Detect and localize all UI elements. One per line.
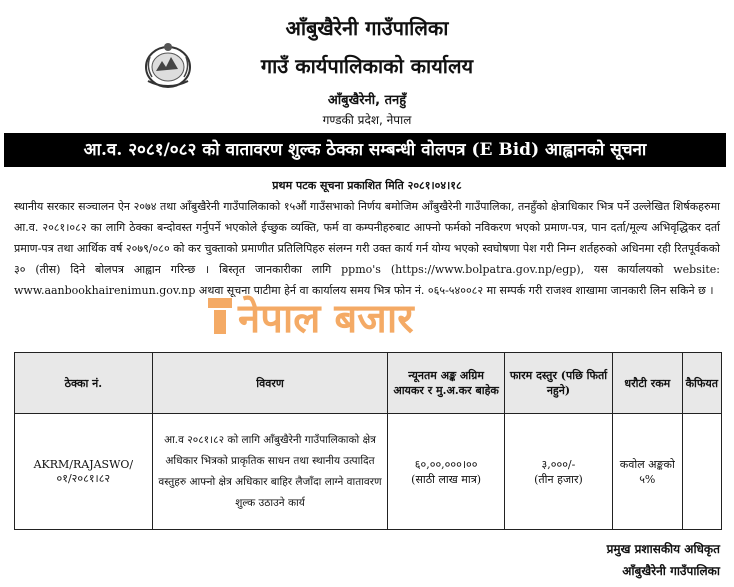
col-min-amount: न्यूनतम अङ्क अग्रिम आयकर र मु.अ.कर बाहेक — [388, 353, 505, 414]
deposit: कवोल अङ्कको ५% — [613, 414, 683, 530]
signatory-org: आँबुखैरेनी गाउँपालिका — [622, 564, 720, 578]
office-address: आँबुखैरेनी, तनहुँ — [327, 93, 407, 108]
col-contract-no: ठेक्का नं. — [15, 353, 153, 414]
signatory-title: प्रमुख प्रशासकीय अधिकृत — [606, 542, 720, 556]
table-row — [15, 414, 722, 530]
notice-body: स्थानीय सरकार सञ्चालन ऐन २०७४ तथा आँबुखैरेनी गाउँपालिकाको १५औं गाउँसभाको निर्णय बमोजिम आँबुखैरेनी गाउँपालिका, तनहुँको क्षेत्राधिकार भित्र पर्ने उल्लेखित शिर्षकहरुमा आ.व. २०८१।०८२ का लागि ठेक्का बन्दोवस्त गर्नुपर्ने भएकोले ईच्छुक व्यक्ति, फर्म वा कम्पनीहरुबाट आफ्नो फर्मको नविकरण भएको प्रमाण-पत्र, पान दर्ता/मूल्य अभिवृद्धिकर दर्ता प्रमाण-पत्र तथा आर्थिक वर्ष २०७९/०८० को कर चुक्ताको प्रमाणीत प्रतिलिपिहरु संलग्न गरी उक्त कार्य गर्न योग्य भएको स्वघोषणा पेश गरी निम्न शर्तहरुको अधिनमा रही रितपूर्वकको ३० (तीस) दिने बोलपत्र आह्वान गरिन्छ । बिस्तृत जानकारीका लागि ppmo's (https://www.bolpatra.gov.np/egp), यस कार्यालयको website: www.aanbookhairenimun.gov.np अथवा सूचना पाटीमा हेर्न वा कार्यालय समय भित्र फोन नं. ०६५-५४००८२ मा सम्पर्क गरी राजश्व शाखामा जानकारी लिन सकिने छ । — [14, 200, 720, 297]
min-amount: ६०,००,०००।०० — [414, 457, 478, 471]
watermark-text: नेपाल बजार — [238, 296, 414, 342]
org-name: आँबुखैरेनी गाउँपालिका — [285, 16, 449, 40]
form-fee-cell — [504, 414, 612, 530]
col-deposit: धरौटी रकम — [613, 353, 683, 414]
col-form-fee: फारम दस्तुर (पछि फिर्ता नहुने) — [504, 353, 612, 414]
bid-table — [14, 352, 722, 530]
form-fee: ३,०००/- — [541, 457, 576, 471]
col-remarks: कैफियत — [682, 353, 721, 414]
contract-description: आ.व २०८१।८२ को लागि आँबुखैरेनी गाउँपालिकाको क्षेत्र अधिकार भित्रको प्राकृतिक साधन तथा स्थानीय उत्पादित वस्तुहरु आफ्नो क्षेत्र अधिकार बाहिर लैजाँदा लाग्ने वातावरण शुल्क उठाउने कार्य — [152, 414, 388, 530]
min-amount-cell — [388, 414, 505, 530]
form-fee-words: (तीन हजार) — [534, 472, 583, 486]
office-name: गाउँ कार्यपालिकाको कार्यालय — [260, 54, 474, 78]
province: गण्डकी प्रदेश, नेपाल — [322, 113, 412, 127]
remarks — [682, 414, 721, 530]
col-description: विवरण — [152, 353, 388, 414]
min-amount-words: (साठी लाख मात्र) — [411, 472, 482, 486]
contract-no: AKRM/RAJASWO/ ०१/२०८१।८२ — [15, 414, 153, 530]
table-header-row — [15, 353, 722, 414]
notice-title: आ.व. २०८१/०८२ को वातावरण शुल्क ठेक्का सम्बन्धी वोलपत्र (E Bid) आह्वानको सूचना — [4, 133, 726, 167]
first-published-date: प्रथम पटक सूचना प्रकाशित मिति २०८१।०४।१८ — [272, 179, 462, 192]
